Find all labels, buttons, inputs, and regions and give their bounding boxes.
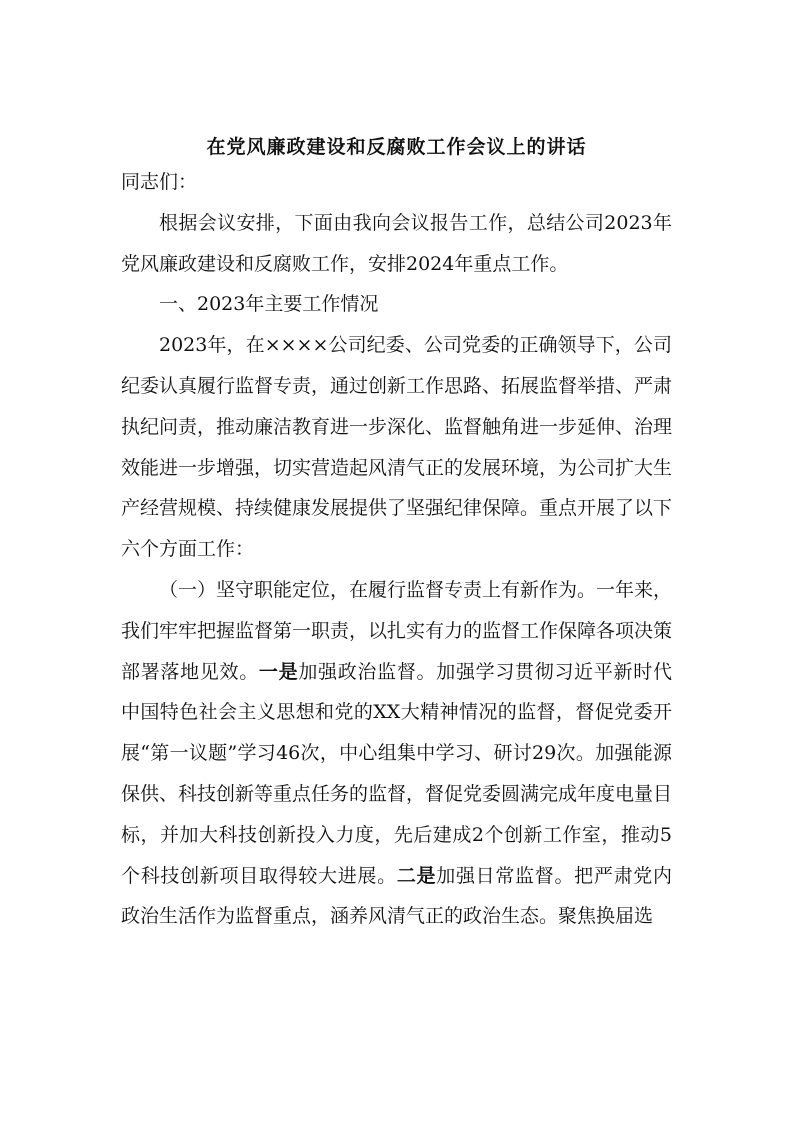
section-1-summary-paragraph: 2023年，在××××公司纪委、公司党委的正确领导下，公司纪委认真履行监督专责，通过创新工作思路、拓展监督举措、严肃执纪问责，推动廉洁教育进一步深化、监督触角进一步延伸、治理效能进一步增强，切实营造起风清气正的发展环境，为公司扩大生产经营规模、持续健康发展提供了坚强纪律保障。重点开展了以下六个方面工作： <box>121 334 673 561</box>
point-2-text: 加强日常监督。把严肃党内政治生活作为监督重点，涵养风清气正的政治生态。聚焦换届选 <box>121 864 672 928</box>
document-body <box>121 162 672 937</box>
point-1-text: 加强政治监督。加强学习贯彻习近平新时代中国特色社会主义思想和党的XX大精神情况的监督，督促党委开展“第一议题”学习46次，中心组集中学习、研讨29次。加强能源保供、科技创新等重点任务的监督，督促党委圆满完成年度电量目标，并加大科技创新投入力度，先后建成2个创新工作室，推动5个科技创新项目取得较大进展。 <box>121 660 673 887</box>
section-1-heading: 一、2023年主要工作情况 <box>159 293 379 316</box>
point-1-label: 一是 <box>258 660 299 683</box>
document-title: 在党风廉政建设和反腐败工作会议上的讲话 <box>206 136 587 158</box>
salutation: 同志们： <box>121 171 198 193</box>
subsection-1-paragraph <box>121 570 672 937</box>
subsection-1-heading-text: （一）坚守职能定位，在履行监督专责上有新作为。一年来，我们牢牢把握监督第一职责，以扎实有力的监督工作保障各项决策部署落地见效。 <box>121 578 673 683</box>
point-2-label: 二是 <box>396 864 437 887</box>
intro-paragraph: 根据会议安排，下面由我向会议报告工作，总结公司2023年党风廉政建设和反腐败工作，安排2024年重点工作。 <box>121 211 672 275</box>
